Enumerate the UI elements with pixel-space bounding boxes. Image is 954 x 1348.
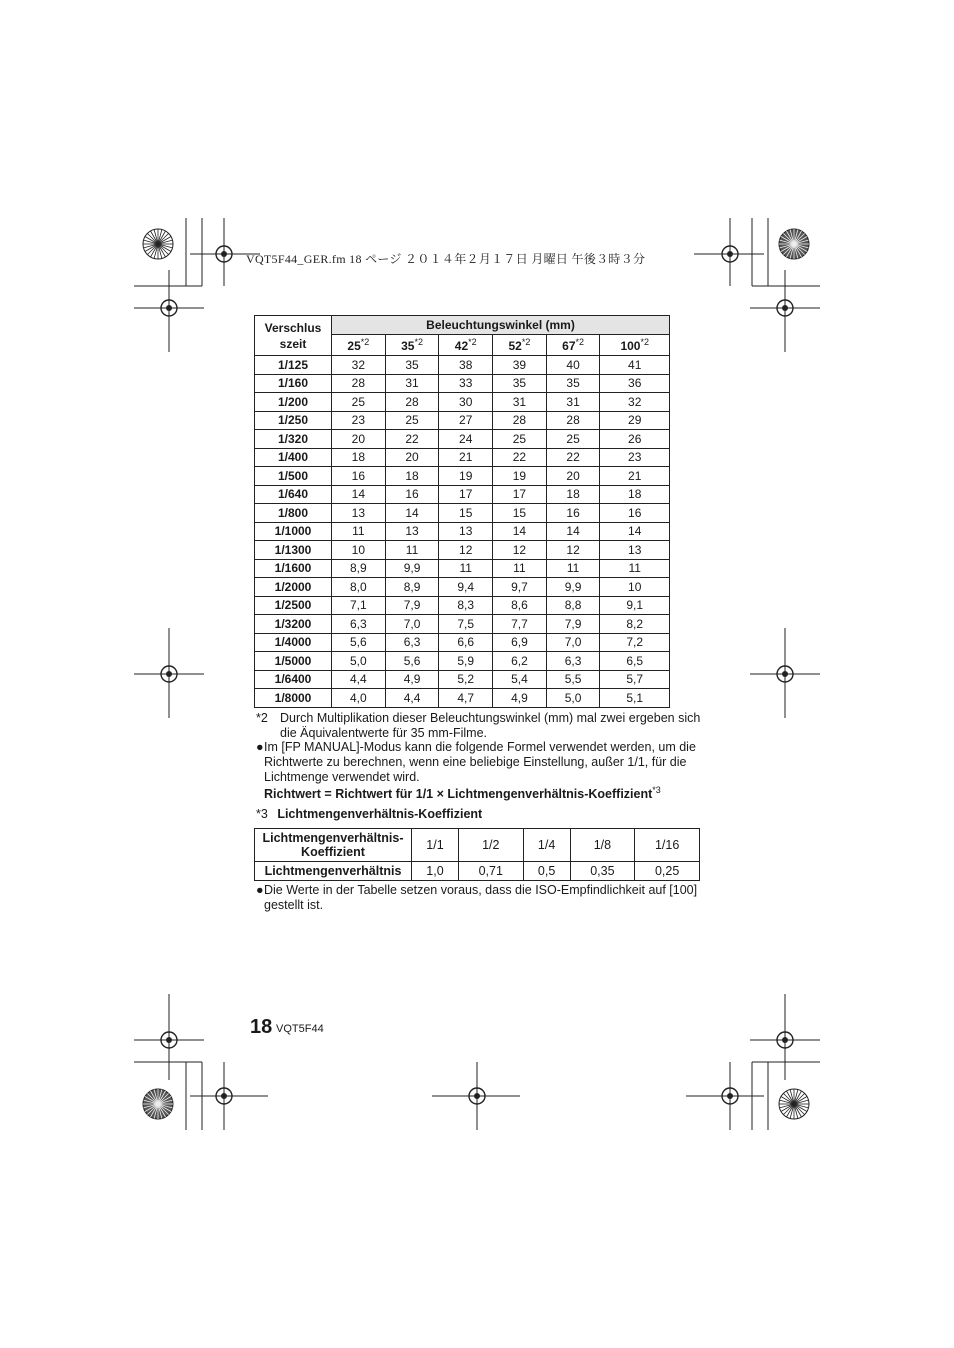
guide-number-cell: 38 [439,356,493,375]
guide-number-cell: 11 [600,559,670,578]
guide-number-cell: 7,9 [546,615,600,634]
guide-number-cell: 12 [439,541,493,560]
ratio-coefficient-cell: 1/8 [570,829,635,862]
guide-number-cell: 5,4 [493,670,547,689]
guide-number-cell: 28 [493,411,547,430]
shutter-speed-cell: 1/1300 [255,541,332,560]
guide-number-cell: 21 [439,448,493,467]
guide-number-cell: 14 [546,522,600,541]
shutter-speed-cell: 1/160 [255,374,332,393]
angle-column-header [493,335,547,356]
guide-number-cell: 7,7 [493,615,547,634]
guide-number-cell: 25 [546,430,600,449]
guide-number-cell: 10 [600,578,670,597]
shutter-speed-cell: 1/250 [255,411,332,430]
guide-number-cell: 7,9 [385,596,439,615]
guide-number-cell: 19 [493,467,547,486]
shutter-speed-cell: 1/2500 [255,596,332,615]
ratio-value-cell: 0,25 [635,862,700,881]
angle-ref: *2 [521,337,531,347]
footnote-3-title: Lichtmengenverhältnis-Koeffizient [277,807,483,821]
guide-number-cell: 25 [332,393,386,412]
guide-number-cell: 14 [600,522,670,541]
guide-number-cell: 23 [332,411,386,430]
guide-number-cell: 40 [546,356,600,375]
table-row [255,430,670,449]
ratio-coefficient-label: Lichtmengenverhältnis-Koeffizient [255,829,412,862]
guide-number-cell: 10 [332,541,386,560]
table-row [255,504,670,523]
angle-ref: *2 [468,337,477,347]
guide-number-cell: 4,9 [493,689,547,708]
guide-number-cell: 5,5 [546,670,600,689]
guide-number-cell: 4,9 [385,670,439,689]
table-row [255,615,670,634]
table-row [255,652,670,671]
guide-number-cell: 5,0 [332,652,386,671]
guide-number-cell: 8,3 [439,596,493,615]
guide-number-cell: 28 [332,374,386,393]
guide-number-cell: 4,7 [439,689,493,708]
shutter-speed-cell: 1/800 [255,504,332,523]
angle-column-header [385,335,439,356]
guide-number-cell: 32 [600,393,670,412]
angle-column-header [332,335,386,356]
ratio-value-cell: 0,71 [458,862,523,881]
table-row [255,393,670,412]
guide-number-cell: 23 [600,448,670,467]
shutter-speed-cell: 1/200 [255,393,332,412]
guide-number-cell: 22 [493,448,547,467]
bullet-2-text: Die Werte in der Tabelle setzen voraus, dass die ISO-Empfindlichkeit auf [100] gestellt ist. [264,883,698,912]
guide-number-cell: 9,9 [546,578,600,597]
guide-number-cell: 4,4 [332,670,386,689]
table-row [255,633,670,652]
footnote-3-mark: *3 [256,807,268,821]
angle-value: 42 [454,339,469,353]
guide-number-cell: 22 [546,448,600,467]
ratio-coefficient-cell: 1/16 [635,829,700,862]
guide-number-cell: 16 [600,504,670,523]
guide-number-cell: 7,1 [332,596,386,615]
guide-number-cell: 20 [546,467,600,486]
table-row [255,689,670,708]
guide-number-cell: 7,2 [600,633,670,652]
footnote-2-mark: *2 [256,711,268,725]
guide-number-cell: 31 [385,374,439,393]
angle-value: 25 [347,339,361,353]
guide-number-cell: 5,7 [600,670,670,689]
guide-number-cell: 5,6 [385,652,439,671]
guide-number-cell: 35 [546,374,600,393]
angle-ref: *2 [360,337,370,347]
table-row [255,411,670,430]
shutter-speed-cell: 1/1600 [255,559,332,578]
guide-number-cell: 9,7 [493,578,547,597]
ratio-value-cell: 1,0 [412,862,459,881]
ratio-coefficient-cell: 1/4 [523,829,570,862]
bullet-icon: ● [256,740,264,754]
footnote-2 [256,711,718,741]
shutter-speed-cell: 1/3200 [255,615,332,634]
shutter-speed-header: Verschlus szeit [255,316,332,356]
shutter-speed-cell: 1/125 [255,356,332,375]
angle-value: 67 [562,339,576,353]
bullet-icon: ● [256,883,264,897]
guide-number-cell: 11 [493,559,547,578]
guide-number-cell: 41 [600,356,670,375]
guide-number-cell: 14 [332,485,386,504]
guide-number-cell: 11 [332,522,386,541]
guide-number-cell: 35 [385,356,439,375]
angle-column-header [546,335,600,356]
guide-number-cell: 13 [332,504,386,523]
shutter-speed-cell: 1/640 [255,485,332,504]
guide-number-cell: 11 [439,559,493,578]
table-row [255,485,670,504]
guide-number-cell: 22 [385,430,439,449]
guide-number-cell: 4,4 [385,689,439,708]
guide-number-cell: 13 [600,541,670,560]
bullet-iso-note [256,883,718,913]
guide-number-cell: 26 [600,430,670,449]
formula-ref: *3 [652,785,661,795]
guide-number-cell: 20 [332,430,386,449]
starburst-target-icon [143,229,173,259]
guide-number-cell: 14 [493,522,547,541]
angle-value: 35 [401,339,415,353]
guide-number-cell: 7,0 [385,615,439,634]
file-header-line: VQT5F44_GER.fm 18 ページ ２０１４年２月１７日 月曜日 午後３時３分 [246,252,646,266]
guide-number-cell: 18 [332,448,386,467]
guide-number-cell: 18 [600,485,670,504]
table-row [255,670,670,689]
illumination-angle-header: Beleuchtungswinkel (mm) [332,316,670,335]
guide-number-cell: 28 [385,393,439,412]
guide-number-cell: 16 [385,485,439,504]
bullet-1-text: Im [FP MANUAL]-Modus kann die folgende Formel verwendet werden, um die Richtwerte zu berechnen, wenn eine beliebige Einstellung, außer 1/1, für die Lichtmenge verwendet wird. [264,740,696,784]
guide-number-cell: 6,5 [600,652,670,671]
angle-column-header [600,335,670,356]
guide-number-cell: 8,0 [332,578,386,597]
guide-number-cell: 9,4 [439,578,493,597]
guide-number-cell: 13 [385,522,439,541]
guide-number-cell: 39 [493,356,547,375]
page-number: 18 [250,1016,273,1038]
guide-number-cell: 7,5 [439,615,493,634]
shutter-speed-cell: 1/320 [255,430,332,449]
guide-number-cell: 25 [493,430,547,449]
guide-number-cell: 4,0 [332,689,386,708]
shutter-speed-cell: 1/5000 [255,652,332,671]
guide-number-cell: 9,1 [600,596,670,615]
flash-range-table [254,315,670,708]
guide-number-cell: 8,9 [385,578,439,597]
guide-number-cell: 5,0 [546,689,600,708]
guide-number-cell: 35 [493,374,547,393]
starburst-target-icon [143,1089,173,1119]
starburst-target-icon [779,229,809,259]
guide-number-cell: 12 [493,541,547,560]
guide-number-cell: 6,3 [546,652,600,671]
guide-number-cell: 27 [439,411,493,430]
guide-number-cell: 8,2 [600,615,670,634]
guide-number-cell: 30 [439,393,493,412]
guide-number-cell: 12 [546,541,600,560]
guide-number-cell: 17 [493,485,547,504]
ratio-coefficient-cell: 1/1 [412,829,459,862]
guide-number-cell: 29 [600,411,670,430]
bullet-formula-note [256,740,716,785]
guide-number-cell: 18 [385,467,439,486]
shutter-speed-cell: 1/2000 [255,578,332,597]
ratio-value-cell: 0,5 [523,862,570,881]
table-row [255,541,670,560]
table-row [255,522,670,541]
angle-column-header [439,335,493,356]
guide-number-cell: 24 [439,430,493,449]
guide-number-cell: 11 [385,541,439,560]
guide-number-cell: 5,6 [332,633,386,652]
guide-number-cell: 6,6 [439,633,493,652]
model-code: VQT5F44 [276,1023,324,1035]
angle-value: 100 [620,339,641,353]
guide-number-cell: 6,3 [332,615,386,634]
guide-number-cell: 17 [439,485,493,504]
guide-number-cell: 8,8 [546,596,600,615]
guide-number-cell: 8,9 [332,559,386,578]
guide-number-cell: 36 [600,374,670,393]
guide-number-cell: 28 [546,411,600,430]
guide-number-cell: 16 [332,467,386,486]
shutter-speed-cell: 1/400 [255,448,332,467]
guide-number-cell: 16 [546,504,600,523]
guide-number-cell: 5,2 [439,670,493,689]
guide-number-cell: 15 [439,504,493,523]
guide-number-cell: 18 [546,485,600,504]
ratio-coefficient-cell: 1/2 [458,829,523,862]
guide-number-cell: 25 [385,411,439,430]
guide-number-cell: 8,6 [493,596,547,615]
guide-number-cell: 21 [600,467,670,486]
formula-line [264,783,661,802]
guide-number-cell: 20 [385,448,439,467]
ratio-value-cell: 0,35 [570,862,635,881]
table-row [255,596,670,615]
angle-value: 52 [508,339,522,353]
footnote-3 [256,807,482,822]
table-row [255,374,670,393]
table-row [255,559,670,578]
angle-ref: *2 [414,337,423,347]
guide-number-cell: 33 [439,374,493,393]
guide-number-cell: 7,0 [546,633,600,652]
formula-text: Richtwert = Richtwert für 1/1 × Lichtmengenverhältnis-Koeffizient [264,787,653,802]
table-row [255,578,670,597]
shutter-speed-cell: 1/1000 [255,522,332,541]
shutter-speed-cell: 1/6400 [255,670,332,689]
guide-number-cell: 31 [546,393,600,412]
guide-number-cell: 32 [332,356,386,375]
shutter-speed-cell: 1/500 [255,467,332,486]
table-row [255,356,670,375]
guide-number-cell: 19 [439,467,493,486]
angle-ref: *2 [575,337,585,347]
guide-number-cell: 6,3 [385,633,439,652]
starburst-target-icon [779,1089,809,1119]
angle-ref: *2 [640,337,649,347]
ratio-label: Lichtmengenverhältnis [255,862,412,881]
shutter-speed-cell: 1/4000 [255,633,332,652]
guide-number-cell: 5,1 [600,689,670,708]
guide-number-cell: 6,2 [493,652,547,671]
guide-number-cell: 11 [546,559,600,578]
table-row [255,467,670,486]
footnote-2-text: Durch Multiplikation dieser Beleuchtungswinkel (mm) mal zwei ergeben sich die Äquivalentwerte für 35 mm-Filme. [280,711,701,740]
shutter-speed-cell: 1/8000 [255,689,332,708]
light-ratio-table [254,828,700,881]
guide-number-cell: 31 [493,393,547,412]
guide-number-cell: 6,9 [493,633,547,652]
table-row [255,448,670,467]
guide-number-cell: 15 [493,504,547,523]
guide-number-cell: 14 [385,504,439,523]
guide-number-cell: 5,9 [439,652,493,671]
guide-number-cell: 9,9 [385,559,439,578]
guide-number-cell: 13 [439,522,493,541]
